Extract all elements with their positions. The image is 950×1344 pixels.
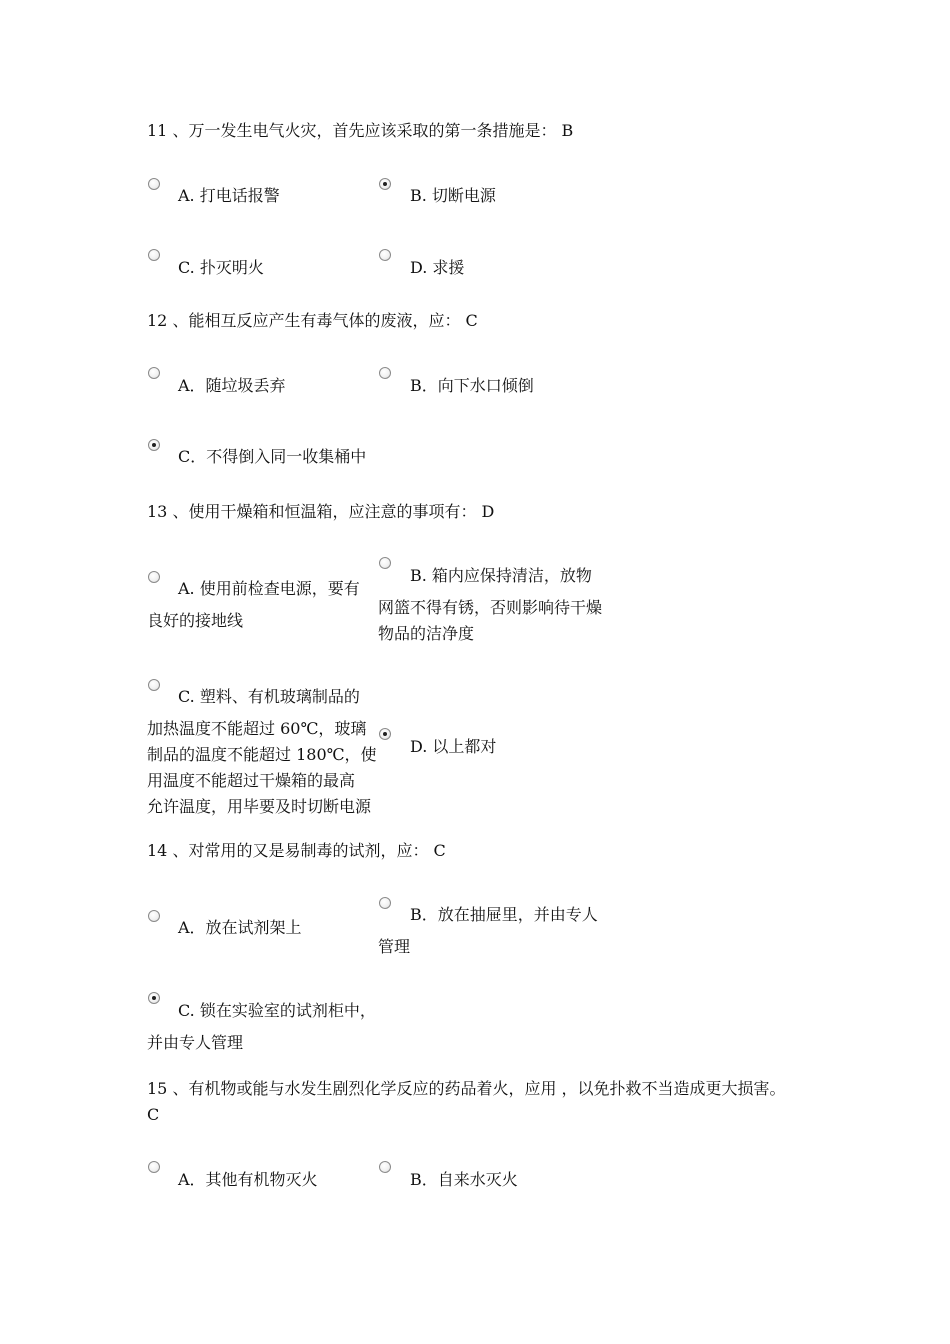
- option-label: B．向下水口倾倒: [410, 376, 534, 395]
- option-label: 制品的温度不能超过 180℃，使: [147, 745, 377, 764]
- radio-q13-c[interactable]: [148, 679, 160, 691]
- option-label: 物品的洁净度: [378, 624, 475, 643]
- radio-q15-a[interactable]: [148, 1161, 160, 1173]
- question-15-stem: 15 、有机物或能与水发生剧烈化学反应的药品着火，应用 ，以免扑救不当造成更大损害。: [147, 1079, 786, 1098]
- option-label: 网篮不得有锈，否则影响待干燥: [378, 598, 603, 617]
- option-label: D. 求援: [410, 258, 465, 277]
- radio-q11-b[interactable]: [379, 178, 391, 190]
- option-label: 用温度不能超过干燥箱的最高: [147, 771, 356, 790]
- question-14-stem: 14 、对常用的又是易制毒的试剂，应： C: [147, 841, 446, 860]
- radio-q14-b[interactable]: [379, 897, 391, 909]
- option-label: C. 锁在实验室的试剂柜中，: [178, 1001, 376, 1020]
- option-label: B. 切断电源: [410, 186, 496, 205]
- option-label: 加热温度不能超过 60℃，玻璃: [147, 719, 367, 738]
- option-label: 并由专人管理: [147, 1033, 244, 1052]
- radio-q12-a[interactable]: [148, 367, 160, 379]
- option-label: C. 塑料、有机玻璃制品的: [178, 687, 360, 706]
- radio-q11-c[interactable]: [148, 249, 160, 261]
- option-label: B．放在抽屉里，并由专人: [410, 905, 598, 924]
- radio-q13-a[interactable]: [148, 571, 160, 583]
- radio-q14-c[interactable]: [148, 992, 160, 1004]
- option-label: D. 以上都对: [410, 737, 497, 756]
- option-label: A．放在试剂架上: [178, 918, 302, 937]
- option-label: C．不得倒入同一收集桶中: [178, 447, 367, 466]
- question-12-stem: 12 、能相互反应产生有毒气体的废液，应： C: [147, 311, 478, 330]
- radio-q14-a[interactable]: [148, 910, 160, 922]
- radio-q11-a[interactable]: [148, 178, 160, 190]
- radio-q12-c[interactable]: [148, 439, 160, 451]
- option-label: 允许温度，用毕要及时切断电源: [147, 797, 372, 816]
- option-label: 管理: [378, 937, 411, 956]
- option-label: B. 箱内应保持清洁，放物: [410, 566, 592, 585]
- radio-q13-d[interactable]: [379, 728, 391, 740]
- option-label: 良好的接地线: [147, 611, 244, 630]
- radio-q12-b[interactable]: [379, 367, 391, 379]
- question-15-answer: C: [147, 1105, 160, 1124]
- radio-q15-b[interactable]: [379, 1161, 391, 1173]
- option-label: A．随垃圾丢弃: [178, 376, 286, 395]
- option-label: C. 扑灭明火: [178, 258, 264, 277]
- option-label: A．其他有机物灭火: [178, 1170, 318, 1189]
- question-11-stem: 11 、万一发生电气火灾，首先应该采取的第一条措施是： B: [147, 121, 574, 140]
- option-label: A. 使用前检查电源，要有: [178, 579, 360, 598]
- radio-q11-d[interactable]: [379, 249, 391, 261]
- radio-q13-b[interactable]: [379, 557, 391, 569]
- question-13-stem: 13 、使用干燥箱和恒温箱，应注意的事项有： D: [147, 502, 495, 521]
- option-label: B．自来水灭火: [410, 1170, 518, 1189]
- option-label: A. 打电话报警: [178, 186, 280, 205]
